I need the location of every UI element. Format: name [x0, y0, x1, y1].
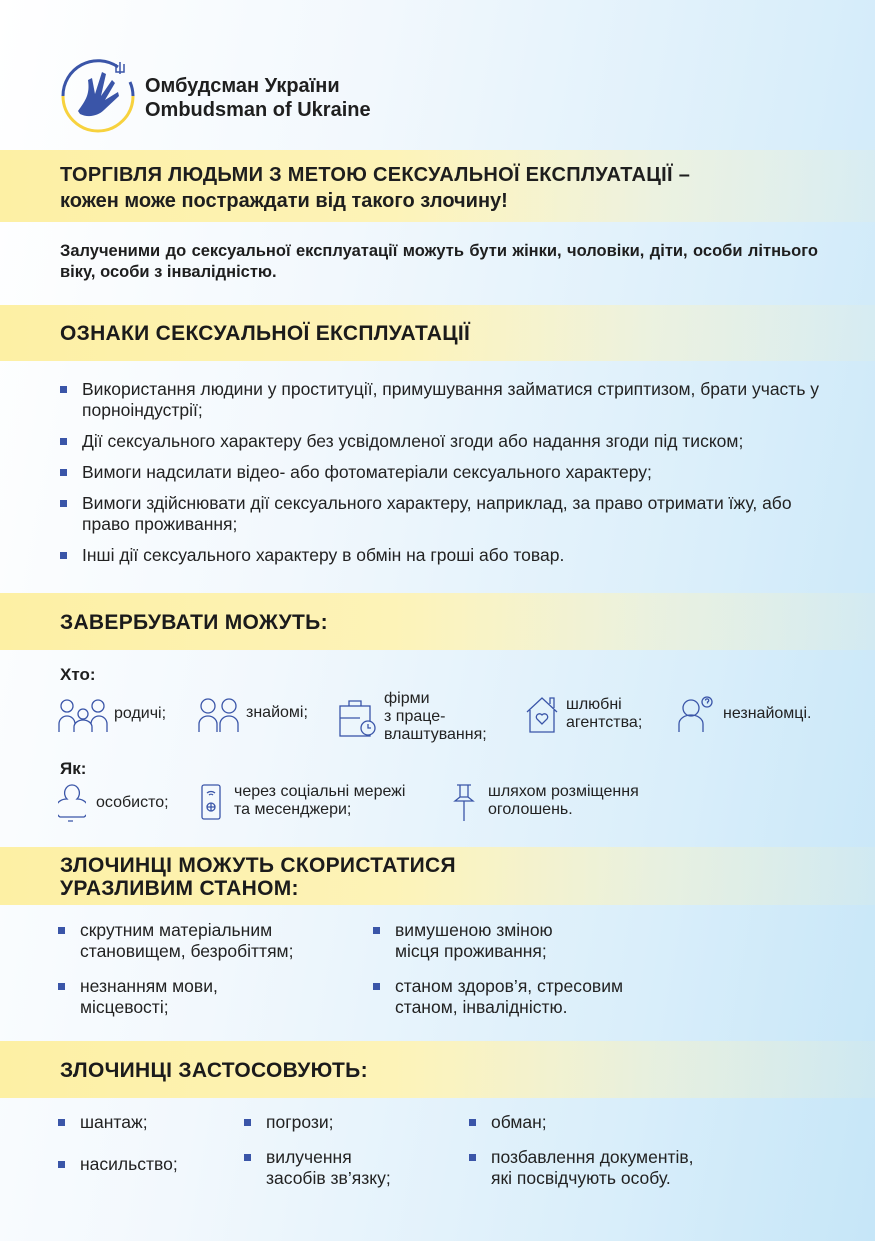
who-text: родичі;: [114, 705, 167, 722]
recruit-band: [0, 593, 875, 650]
who-text: фірми з праце- влаштування;: [384, 690, 487, 743]
vulnerable-band: [0, 847, 875, 905]
vulnerable-title: ЗЛОЧИНЦІ МОЖУТЬ СКОРИСТАТИСЯ: [60, 854, 456, 877]
list-item: Вимоги здійснювати дії сексуального характеру, наприклад, за право отримати їжу, або право проживання;: [60, 493, 820, 535]
list-item: Інші дії сексуального характеру в обмін на гроші або товар.: [60, 545, 820, 566]
how-personally: [58, 783, 169, 823]
who-text: шлюбні агентства;: [566, 696, 643, 731]
list-item: позбавлення документів, які посвідчують особу.: [469, 1147, 694, 1189]
list-item: шантаж;: [58, 1112, 178, 1133]
how-advertisements: [452, 783, 639, 823]
who-label: Хто:: [60, 665, 96, 684]
logo-text: [145, 74, 371, 122]
who-text: знайомі;: [246, 704, 308, 721]
list-item: вимушеною зміною місця проживання;: [373, 920, 693, 962]
how-text: особисто;: [96, 794, 169, 811]
methods-col-2: [244, 1112, 391, 1189]
list-item: насильство;: [58, 1154, 178, 1175]
list-item: Використання людини у проституції, примушування займатися стриптизом, брати участь у порноіндустрії;: [60, 379, 820, 421]
acquaintances-icon: [198, 694, 240, 734]
list-item: станом здоров’я, стресовим станом, інвалідністю.: [373, 976, 693, 1018]
signs-title: ОЗНАКИ СЕКСУАЛЬНОЇ ЕКСПЛУАТАЦІЇ: [60, 322, 471, 345]
ombudsman-logo-icon: [58, 56, 138, 136]
methods-col-3: [469, 1112, 694, 1189]
family-icon: [58, 694, 108, 734]
list-item: незнанням мови, місцевості;: [58, 976, 358, 1018]
logo-line-ua: Омбудсман України: [145, 75, 340, 97]
who-relatives: [58, 694, 166, 734]
smartphone-icon: [200, 783, 222, 823]
list-item: Дії сексуального характеру без усвідомленої згоди або надання згоди під тиском;: [60, 431, 820, 452]
signs-band: [0, 305, 875, 361]
who-marriage-agencies: [524, 694, 642, 734]
list-item: погрози;: [244, 1112, 391, 1133]
banner-title: ТОРГІВЛЯ ЛЮДЬМИ З МЕТОЮ СЕКСУАЛЬНОЇ ЕКСПЛУАТАЦІЇ –: [60, 164, 691, 186]
logo: [58, 56, 138, 136]
banner: [0, 150, 875, 222]
list-item: вилучення засобів зв’язку;: [244, 1147, 391, 1189]
vulnerable-list-left: [58, 920, 358, 1018]
recruit-title: ЗАВЕРБУВАТИ МОЖУТЬ:: [60, 611, 328, 634]
signs-list: [60, 379, 820, 576]
banner-subtitle: кожен може постраждати від такого злочину!: [60, 190, 508, 212]
house-heart-icon: [524, 694, 560, 734]
who-text: незнайомці.: [723, 705, 812, 722]
pushpin-icon: [452, 783, 476, 823]
briefcase-clock-icon: [338, 696, 378, 738]
list-item: Вимоги надсилати відео- або фотоматеріали сексуального характеру;: [60, 462, 820, 483]
who-employment-firms: [338, 690, 487, 744]
how-label: Як:: [60, 759, 87, 778]
methods-col-1: [58, 1112, 178, 1178]
vulnerable-title: УРАЗЛИВИМ СТАНОМ:: [60, 877, 299, 900]
how-social-networks: [200, 783, 405, 823]
vulnerable-list-right: [373, 920, 693, 1018]
methods-band: [0, 1041, 875, 1098]
how-text: шляхом розміщення оголошень.: [488, 783, 639, 818]
methods-title: ЗЛОЧИНЦІ ЗАСТОСОВУЮТЬ:: [60, 1059, 368, 1082]
how-text: через соціальні мережі та месенджери;: [234, 783, 406, 818]
list-item: обман;: [469, 1112, 694, 1133]
logo-line-en: Ombudsman of Ukraine: [145, 99, 371, 121]
stranger-question-icon: [677, 694, 717, 734]
who-acquaintances: [198, 694, 308, 734]
intro-text: Залученими до сексуальної експлуатації можуть бути жінки, чоловіки, діти, особи літнього віку, особи з інвалідністю.: [60, 242, 818, 281]
person-icon: [58, 783, 86, 823]
list-item: скрутним матеріальним становищем, безробіттям;: [58, 920, 358, 962]
who-strangers: [677, 694, 811, 734]
